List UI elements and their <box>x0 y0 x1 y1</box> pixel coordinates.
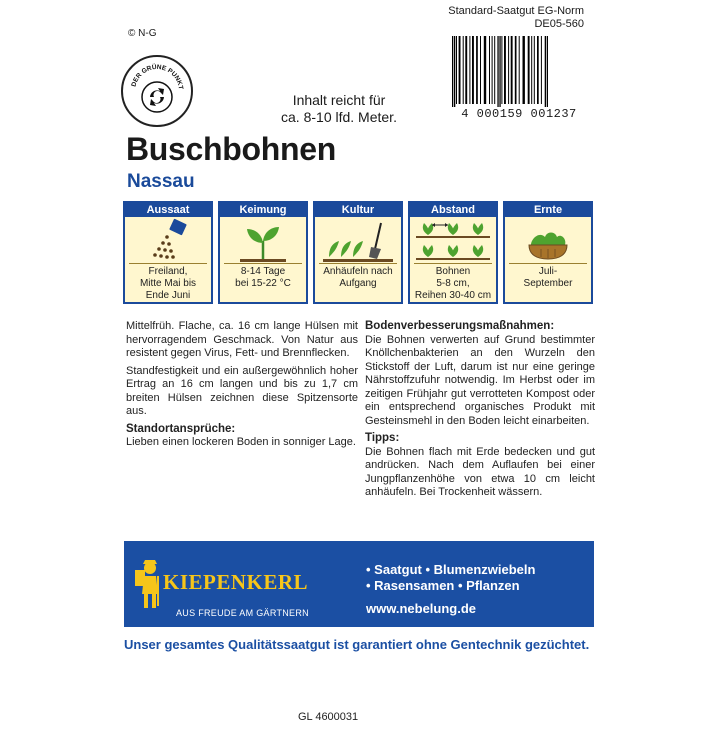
tile-text <box>222 266 304 290</box>
tile-keimung <box>218 201 308 304</box>
standort-heading: Standortansprüche: <box>126 422 236 435</box>
brand-website: www.nebelung.de <box>366 601 477 616</box>
harvest-bowl-icon <box>505 217 591 263</box>
tile-divider <box>414 263 492 264</box>
tile-title: Kultur <box>315 203 401 217</box>
tile-title: Keimung <box>220 203 306 217</box>
tile-text-line: 8-14 Tage <box>240 266 286 277</box>
tile-title: Ernte <box>505 203 591 217</box>
product-range-list <box>366 562 535 594</box>
boden-heading: Bodenverbesserungsmaßnahmen: <box>365 320 555 332</box>
standort-text: Lieben einen lockeren Boden in sonniger Lage. <box>126 436 356 448</box>
tile-text-line: Anhäufeln nach <box>323 266 393 277</box>
tile-text-line: Ende Juni <box>145 290 191 301</box>
recycling-arrows-icon <box>123 57 191 125</box>
seed-standard-line2: DE05-560 <box>534 18 584 30</box>
article-code: GL 4600031 <box>298 711 359 723</box>
seed-standard-label <box>448 5 584 31</box>
tile-divider <box>129 263 207 264</box>
tile-divider <box>509 263 587 264</box>
copyright-notice: © N-G <box>128 28 157 39</box>
tile-kultur <box>313 201 403 304</box>
tile-divider <box>319 263 397 264</box>
tile-aussaat <box>123 201 213 304</box>
tile-text-line: Mitte Mai bis <box>139 278 197 289</box>
boden-text: Die Bohnen verwerten auf Grund bestimmter Knöllchenbakterien an den Wurzeln den Stickstoff der Luft, darum ist nur eine geringe Nährstoffzufuhr notwendig. Im Herbst oder im zeitigen Frühjahr gut verrotteten Kompost oder ein entsprechend organisches Produkt mit Gesteinsmehl in den Boden leicht einarbeiten. <box>365 333 595 427</box>
tile-ernte <box>503 201 593 304</box>
description-paragraph: Mittelfrüh. Flache, ca. 16 cm lange Hülsen mit hervorragendem Geschmack. Von Natur aus resistent gegen Virus, Fett- und Brennflecken. <box>126 320 358 359</box>
tile-text-line: September <box>523 278 573 289</box>
product-title: Buschbohnen <box>126 131 337 167</box>
brand-logo: KIEPENKERL <box>163 570 309 594</box>
gmo-free-statement: Unser gesamtes Qualitätssaatgut ist garantiert ohne Gentechnik gezüchtet. <box>124 637 590 652</box>
seed-standard-line1: Standard-Saatgut EG-Norm <box>448 5 584 17</box>
product-range-line: • Saatgut • Blumenzwiebeln <box>366 562 536 577</box>
tile-text-line: 5-8 cm, <box>436 278 470 289</box>
tile-text-line: Reihen 30-40 cm <box>414 290 492 301</box>
tile-text-line: Aufgang <box>339 278 377 289</box>
tile-text-line: Juli- <box>538 266 558 277</box>
tile-title: Abstand <box>410 203 496 217</box>
tile-text-line: Bohnen <box>435 266 471 277</box>
brand-slogan: AUS FREUDE AM GÄRTNERN <box>176 608 309 618</box>
tipps-text: Die Bohnen flach mit Erde bedecken und gut andrücken. Nach dem Auflaufen bei einer Jungpflanzenhöhe von etwa 10 cm leicht anhäufeln. Bei Trockenheit wässern. <box>365 445 595 498</box>
content-note-line1: Inhalt reicht für <box>292 92 386 108</box>
content-note-line2: ca. 8-10 lfd. Meter. <box>281 109 397 125</box>
tile-text <box>507 266 589 290</box>
gruener-punkt-logo <box>121 55 193 127</box>
seed-packet-icon <box>125 217 211 263</box>
tile-text <box>317 266 399 290</box>
product-range-line: • Rasensamen • Pflanzen <box>366 578 520 593</box>
tile-abstand <box>408 201 498 304</box>
description-paragraph: Standfestigkeit und ein außergewöhnlich hoher Ertrag an 16 cm langen und bis zu 1,7 cm breiten Hülsen zeichnen diese Spitzensorte aus. <box>126 364 358 417</box>
tile-text-line: Freiland, <box>148 266 188 277</box>
seedling-icon <box>220 217 306 263</box>
description-right-column <box>365 320 595 504</box>
kiepenkerl-figure-icon <box>133 556 163 612</box>
tile-text <box>412 266 494 302</box>
content-note <box>268 92 410 126</box>
barcode-number: 4 000159 001237 <box>444 107 594 121</box>
tile-text-line: bei 15-22 °C <box>235 278 291 289</box>
spacing-icon <box>410 217 496 263</box>
product-variety: Nassau <box>127 171 195 192</box>
description-left-column <box>126 320 358 454</box>
tile-text <box>127 266 209 302</box>
spade-icon <box>315 217 401 263</box>
tile-title: Aussaat <box>125 203 211 217</box>
svg-text:DER GRÜNE PUNKT: DER GRÜNE PUNKT <box>130 63 185 91</box>
tipps-heading: Tipps: <box>365 432 400 444</box>
tile-divider <box>224 263 302 264</box>
